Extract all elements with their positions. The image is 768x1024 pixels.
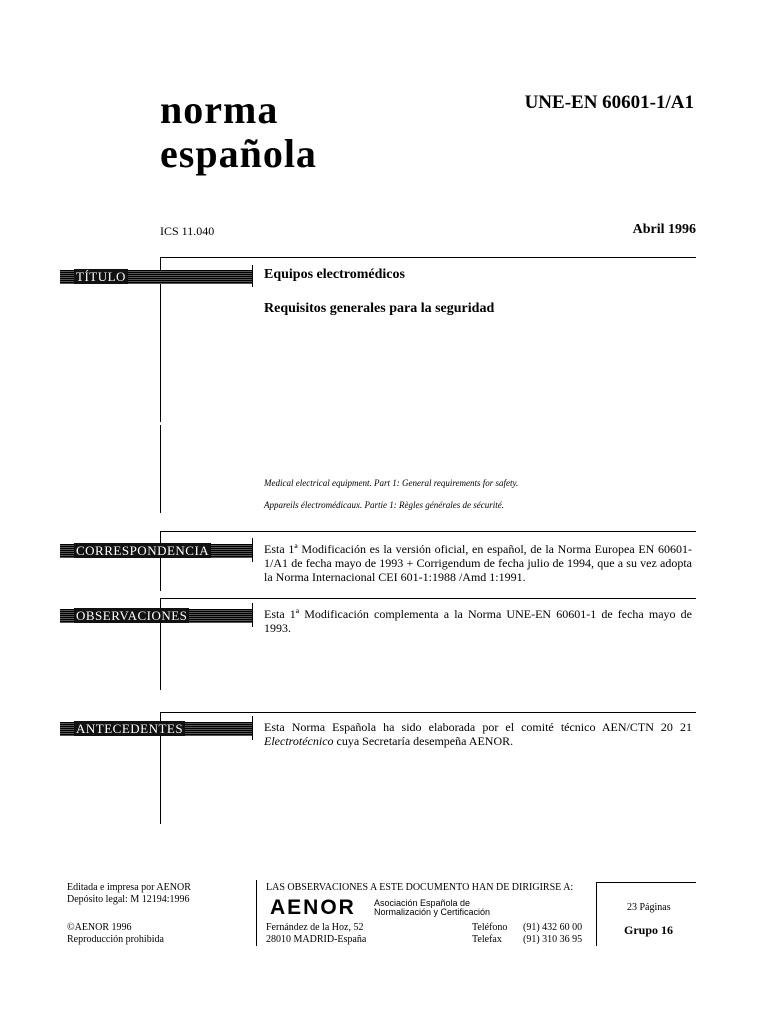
footer-observaciones-dirigirse: LAS OBSERVACIONES A ESTE DOCUMENTO HAN DE DIRIGIRSE A: [266, 882, 574, 893]
norma-espanola-title [160, 88, 317, 176]
correspondencia-vertical-rule [160, 531, 161, 591]
aenor-logo: AENOR [270, 896, 356, 919]
title-line-norma: norma [160, 87, 279, 132]
titulo-english: Medical electrical equipment. Part 1: General requirements for safety. [264, 478, 519, 488]
correspondencia-label-divider [252, 538, 253, 562]
footer-copyright: ©AENOR 1996 [67, 922, 132, 933]
address-line2: 28010 MADRID-España [266, 934, 367, 945]
antecedentes-text-part2: cuya Secretaría desempeña AENOR. [333, 734, 514, 748]
address-line1: Fernández de la Hoz, 52 [266, 922, 364, 933]
titulo-vertical-rule-2 [160, 425, 161, 513]
observaciones-top-rule [160, 598, 696, 599]
observaciones-label-divider [252, 603, 253, 627]
footer-divider-right [596, 882, 597, 946]
ics-code: ICS 11.040 [160, 224, 215, 238]
titulo-french: Appareils électromédicaux. Partie 1: Règles générales de sécurité. [264, 500, 505, 510]
antecedentes-text [264, 720, 692, 748]
footer-divider-left [256, 880, 257, 946]
grupo-number: Grupo 16 [624, 923, 674, 937]
standard-code: UNE-EN 60601-1/A1 [524, 92, 694, 113]
antecedentes-top-rule [160, 712, 696, 713]
paginas-count: 23 Páginas [627, 902, 671, 913]
footer-right-top-rule [596, 882, 696, 883]
titulo-top-rule [160, 257, 696, 258]
telefax-label: Telefax [472, 934, 502, 945]
assoc-line2: Normalización y Certificación [374, 907, 491, 917]
footer-contact-values [523, 922, 582, 946]
observaciones-text: Esta 1ª Modificación complementa a la Norma UNE-EN 60601-1 de fecha mayo de 1993. [264, 607, 692, 635]
footer-contact-labels [472, 922, 507, 946]
telefono-label: Teléfono [472, 922, 508, 933]
correspondencia-label: CORRESPONDENCIA [60, 544, 252, 558]
footer-deposito: Depósito legal: M 12194:1996 [67, 894, 190, 905]
titulo-title-es: Equipos electromédicos [264, 267, 405, 282]
observaciones-label: OBSERVACIONES [60, 609, 252, 623]
correspondencia-top-rule [160, 531, 696, 532]
antecedentes-text-italic: Electrotécnico [264, 734, 334, 748]
footer-address [266, 922, 366, 946]
assoc-line1: Asociación Española de [374, 898, 471, 908]
antecedentes-label: ANTECEDENTES [60, 722, 252, 736]
antecedentes-text-part1: Esta Norma Española ha sido elaborada por el comité técnico AEN/CTN 20 21 [264, 720, 692, 734]
footer-reproduccion: Reproducción prohibida [67, 934, 164, 945]
titulo-label-divider [252, 265, 253, 287]
antecedentes-label-divider [252, 716, 253, 740]
footer-left [67, 882, 191, 946]
correspondencia-text: Esta 1ª Modificación es la versión oficial, en español, de la Norma Europea EN 60601-1/A1 de fecha mayo de 1993 + Corrigendum de fecha julio de 1994, que a su vez adopta la Norma Internacional CEI 601-1:1988 /Amd 1:1991. [264, 542, 692, 584]
telefono-value: (91) 432 60 00 [523, 922, 583, 933]
footer-edited: Editada e impresa por AENOR [67, 882, 191, 893]
titulo-label: TÍTULO [60, 270, 252, 284]
title-line-espanola: española [160, 131, 317, 176]
telefax-value: (91) 310 36 95 [523, 934, 583, 945]
publication-date: Abril 1996 [632, 222, 696, 237]
titulo-subtitle-es: Requisitos generales para la seguridad [264, 301, 495, 316]
aenor-association-name [374, 899, 490, 917]
